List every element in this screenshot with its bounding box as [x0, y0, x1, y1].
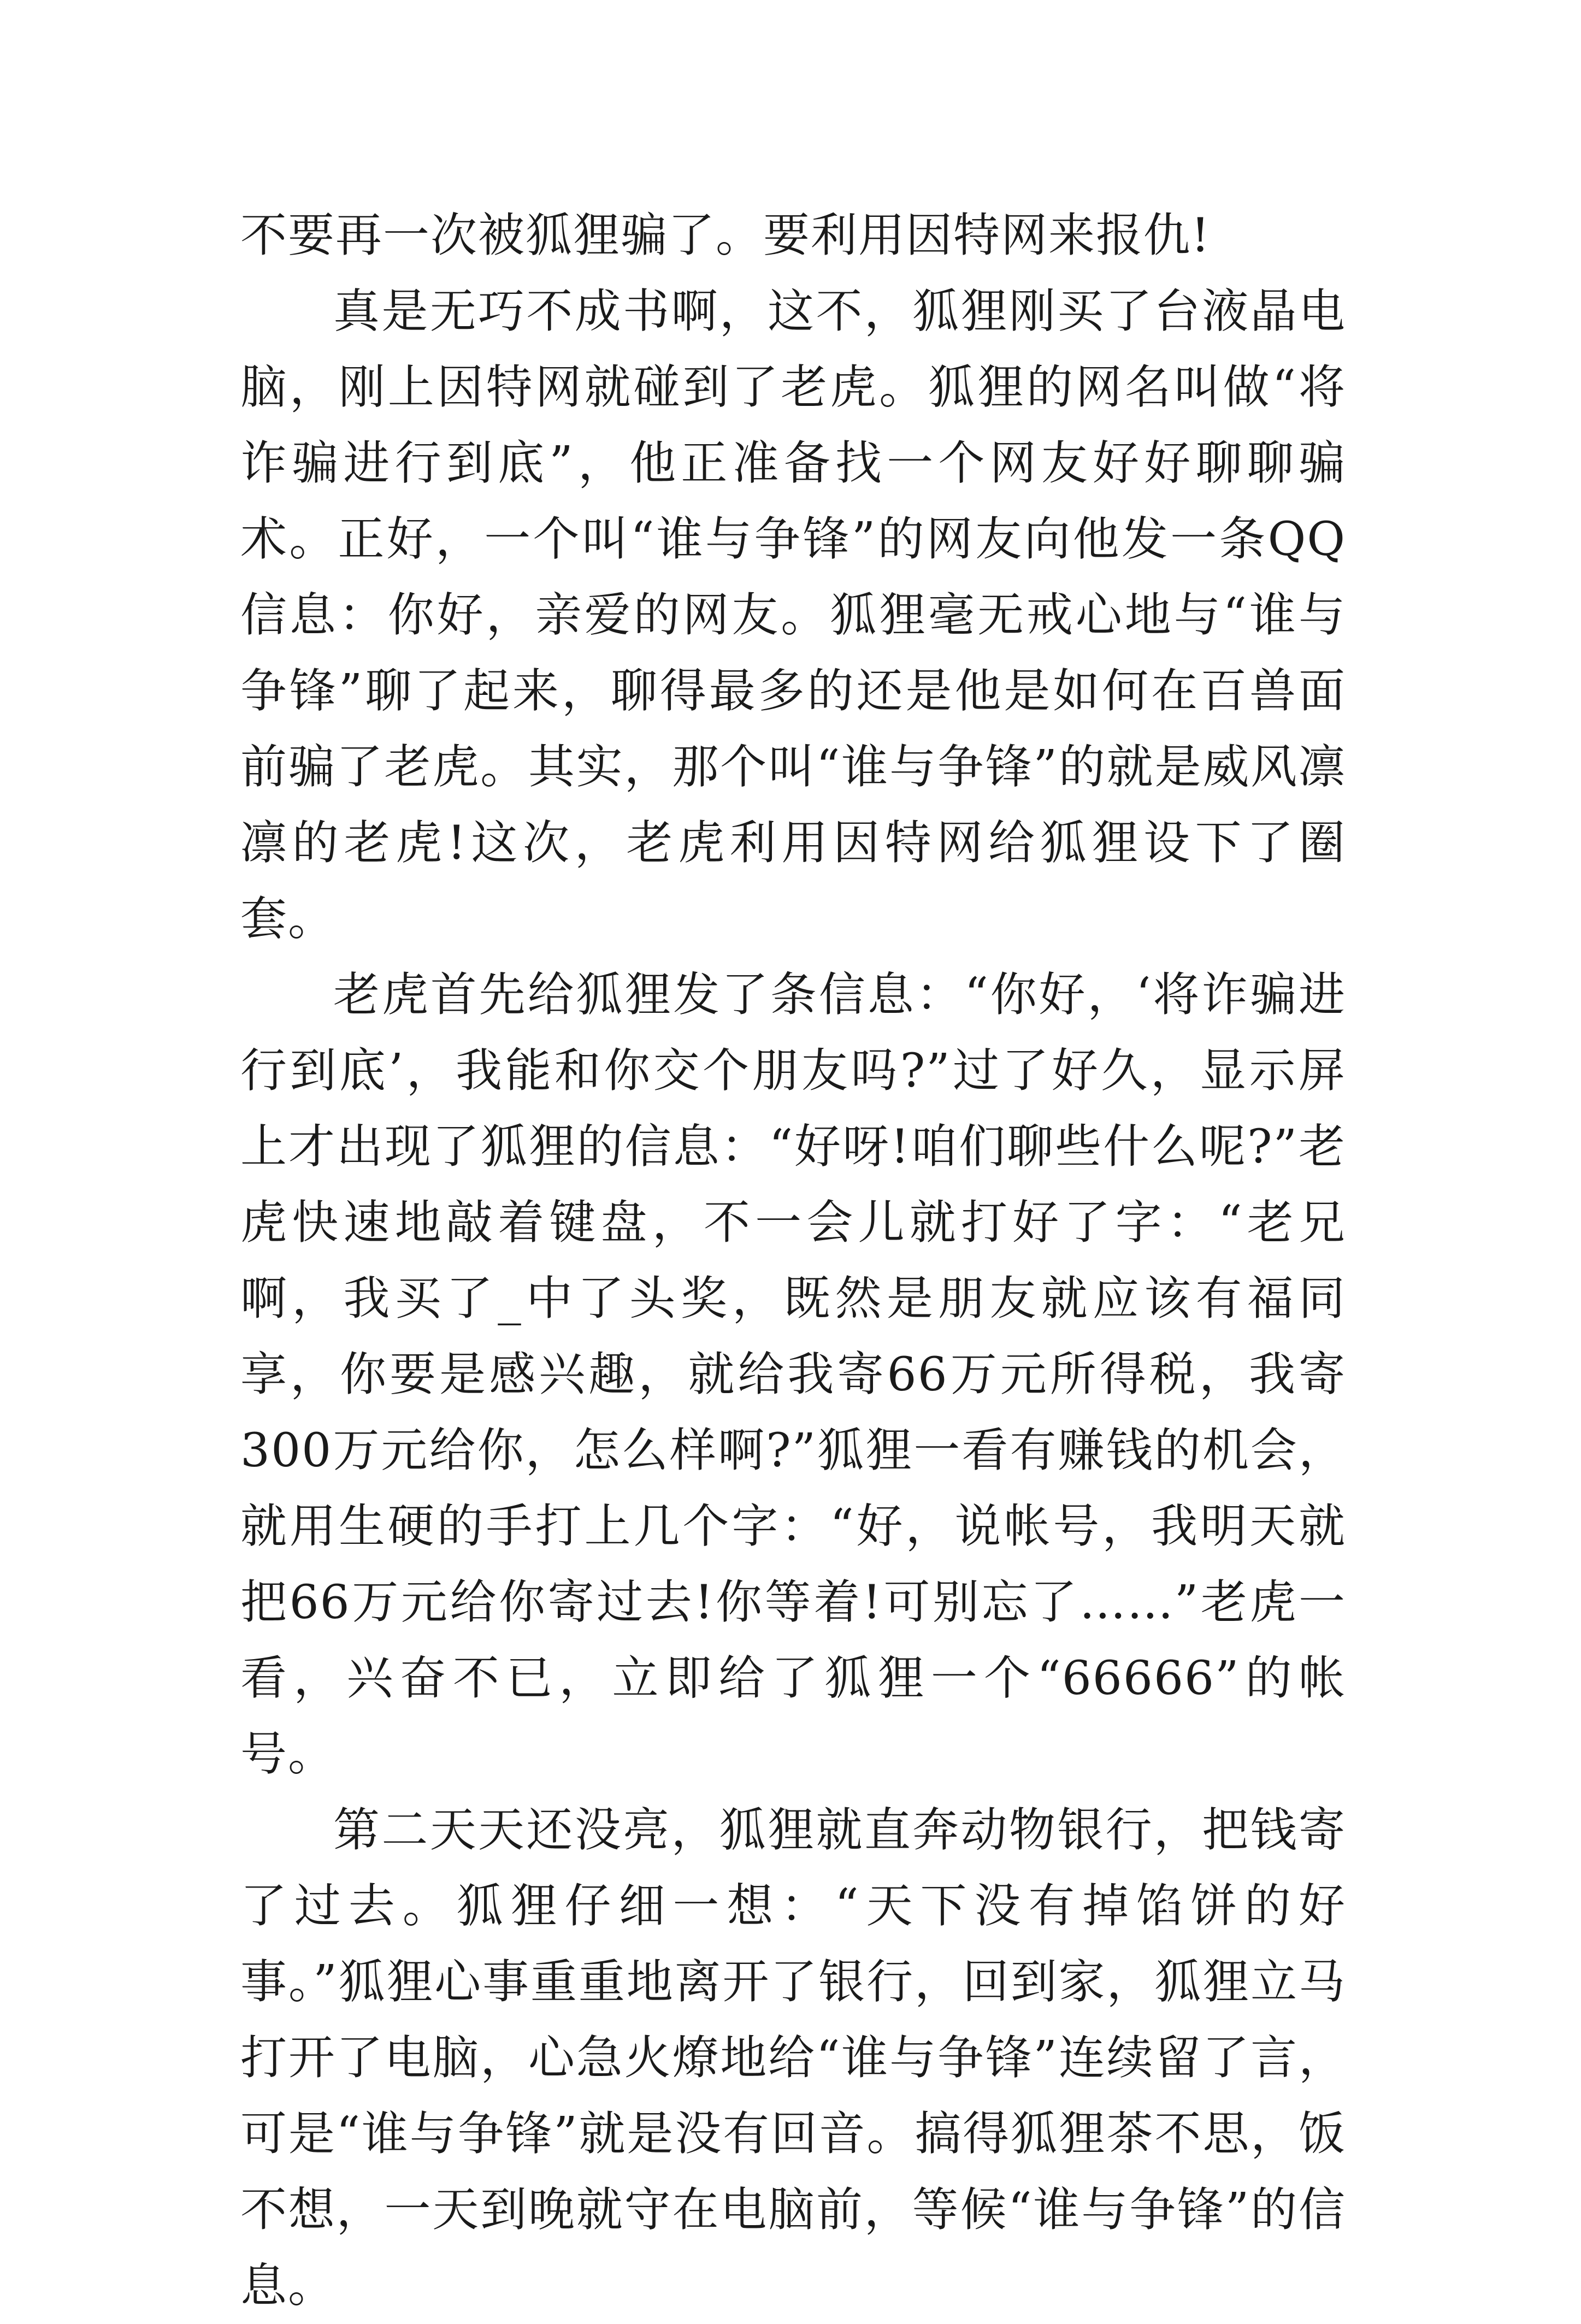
paragraph-3: 老虎首先给狐狸发了条信息：“你好，‘将诈骗进行到底’，我能和你交个朋友吗?”过了好久，显示屏上才出现了狐狸的信息：“好呀!咱们聊些什么呢?”老虎快速地敲着键盘，不一会儿就打好了字：“老兄啊，我买了_中了头奖，既然是朋友就应该有福同享，你要是感兴趣，就给我寄66万元所得税，我寄300万元给你，怎么样啊?”狐狸一看有赚钱的机会，就用生硬的手打上几个字：“好，说帐号，我明天就把66万元给你寄过去!你等着!可别忘了……”老虎一看，兴奋不已，立即给了狐狸一个“66666”的帐号。 [240, 968, 1346, 1782]
paragraph-4: 第二天天还没亮，狐狸就直奔动物银行，把钱寄了过去。狐狸仔细一想：“天下没有掉馅饼的好事。”狐狸心事重重地离开了银行，回到家，狐狸立马打开了电脑，心急火燎地给“谁与争锋”连续留了言，可是“谁与争锋”就是没有回音。搞得狐狸茶不思，饭不想，一天到晚就守在电脑前，等候“谁与争锋”的信息。 [240, 1803, 1346, 2313]
document-page [240, 198, 1346, 2324]
paragraph-1: 不要再一次被狐狸骗了。要利用因特网来报仇! [240, 209, 1211, 263]
paragraph-2: 真是无巧不成书啊，这不，狐狸刚买了台液晶电脑，刚上因特网就碰到了老虎。狐狸的网名叫做“将诈骗进行到底”，他正准备找一个网友好好聊聊骗术。正好，一个叫“谁与争锋”的网友向他发一条QQ信息：你好，亲爱的网友。狐狸毫无戒心地与“谁与争锋”聊了起来，聊得最多的还是他是如何在百兽面前骗了老虎。其实，那个叫“谁与争锋”的就是威风凛凛的老虎!这次，老虎利用因特网给狐狸设下了圈套。 [240, 285, 1346, 946]
